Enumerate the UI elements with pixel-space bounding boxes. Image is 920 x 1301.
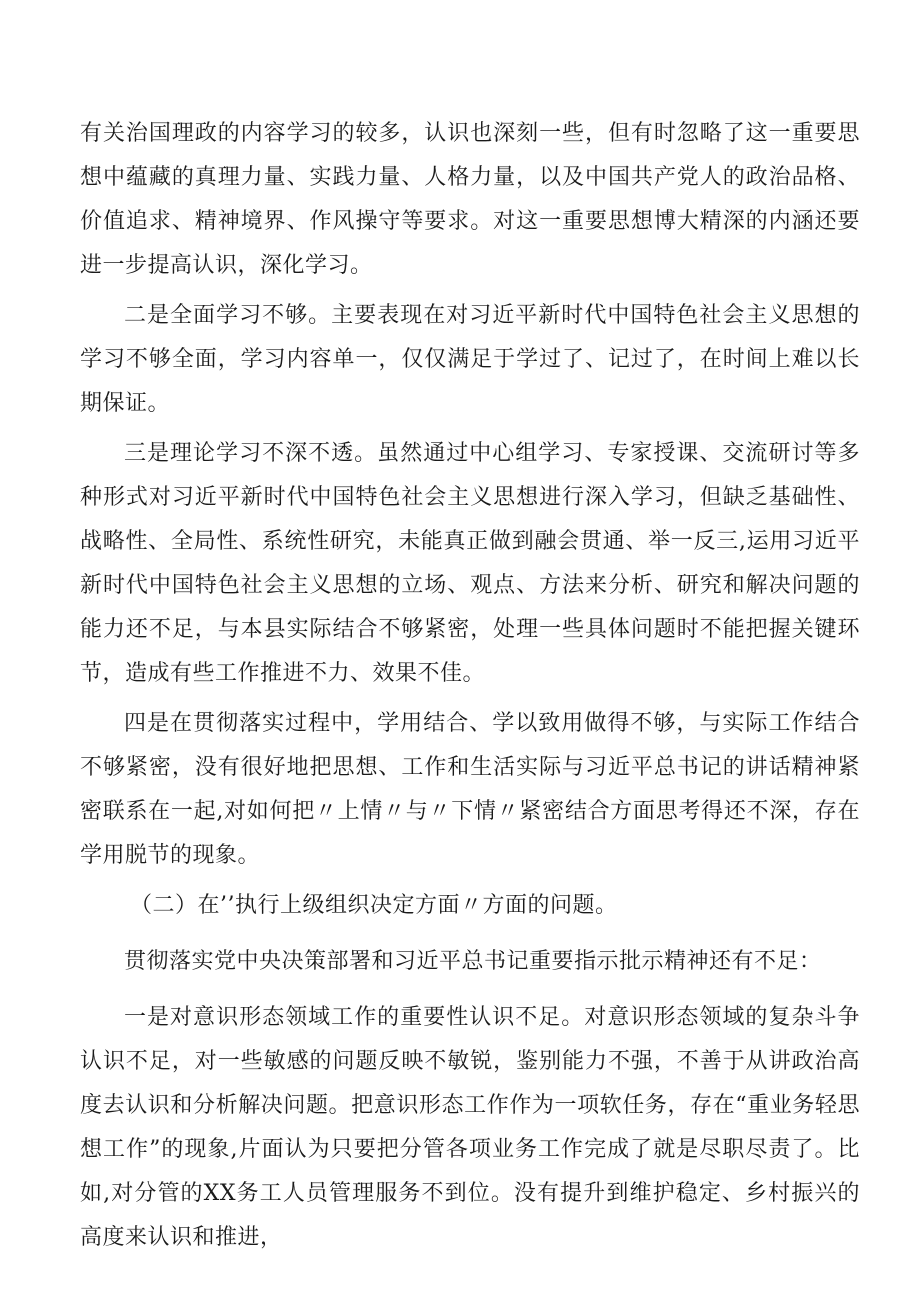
paragraph-point-two: 二是全面学习不够。主要表现在对习近平新时代中国特色社会主义思想的学习不够全面，学习内容单一，仅仅满足于学过了、记过了，在时间上难以长期保证。 <box>80 303 860 416</box>
paragraph-section-intro: 贯彻落实党中央决策部署和习近平总书记重要指示批示精神还有不足： <box>124 949 822 974</box>
section-heading-two: （二）在’’执行上级组织决定方面〃方面的问题。 <box>130 893 618 918</box>
paragraph-point-one-ideology: 一是对意识形态领域工作的重要性认识不足。对意识形态领域的复杂斗争认识不足，对一些敏感的问题反映不敏锐，鉴别能力不强，不善于从讲政治高度去认识和分析解决问题。把意识形态工作作为一项软任务，存在“重业务轻思想工作”的现象,片面认为只要把分管各项业务工作完成了就是尽职尽责了。比如,对分管的XX务工人员管理服务不到位。没有提升到维护稳定、乡村振兴的高度来认识和推进， <box>80 1005 860 1250</box>
paragraph-continuation: 有关治国理政的内容学习的较多，认识也深刻一些，但有时忽略了这一重要思想中蕴藏的真理力量、实践力量、人格力量，以及中国共产党人的政治品格、价值追求、精神境界、作风操守等要求。对这一重要思想博大精深的内涵还要进一步提高认识，深化学习。 <box>80 121 860 278</box>
paragraph-point-four: 四是在贯彻落实过程中，学用结合、学以致用做得不够，与实际工作结合不够紧密，没有很好地把思想、工作和生活实际与习近平总书记的讲话精神紧密联系在一起,对如何把〃上情〃与〃下情〃紧密结合方面思考得还不深，存在学用脱节的现象。 <box>80 711 860 868</box>
document-body <box>80 112 860 1266</box>
paragraph-point-three: 三是理论学习不深不透。虽然通过中心组学习、专家授课、交流研讨等多种形式对习近平新时代中国特色社会主义思想进行深入学习，但缺乏基础性、战略性、全局性、系统性研究，未能真正做到融会贯通、举一反三,运用习近平新时代中国特色社会主义思想的立场、观点、方法来分析、研究和解决问题的能力还不足，与本县实际结合不够紧密，处理一些具体问题时不能把握关键环节，造成有些工作推进不力、效果不佳。 <box>80 441 860 686</box>
